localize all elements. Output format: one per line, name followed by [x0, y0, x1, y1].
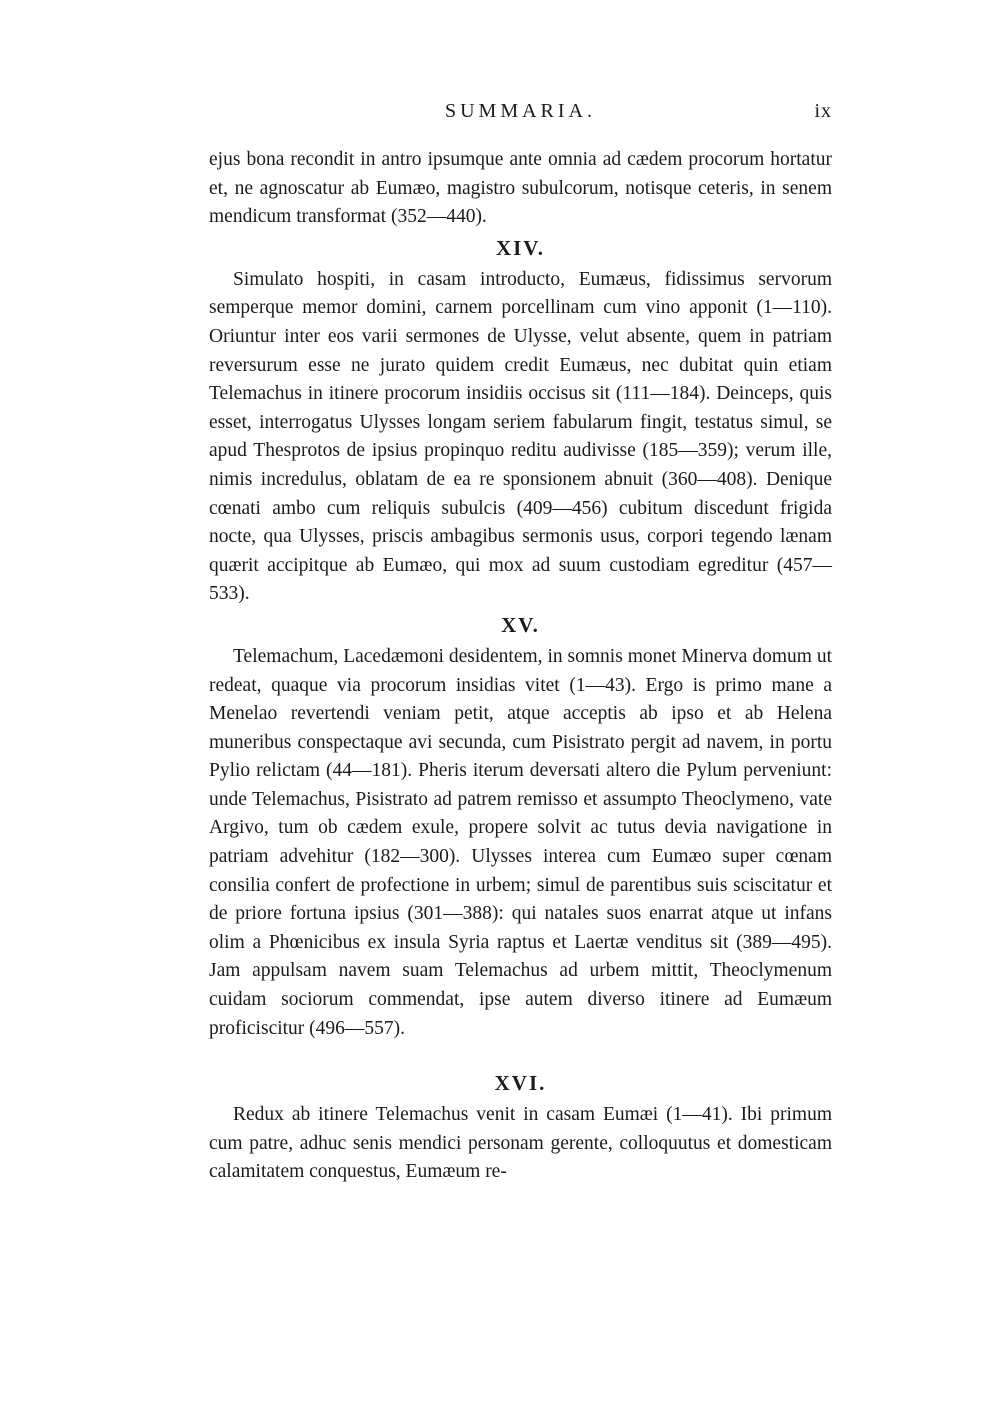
section-paragraph-xv: Telemachum, Lacedæmoni desidentem, in somnis monet Minerva domum ut redeat, quaque via procorum insidias vitet (1—43). Ergo is primo mane a Menelao revertendi veniam petit, atque acceptis ab ipso et ab Helena muneribus conspectaque avi secunda, cum Pisistrato pergit ad navem, in portu Pylio relictam (44—181). Pheris iterum deversati altero die Pylum perveniunt: unde Telemachus, Pisistrato ad patrem remisso et assumpto Theoclymeno, vate Argivo, tum ob cædem exule, propere solvit ac tutus devia navigatione in patriam advehitur (182—300). Ulysses interea cum Eumæo super cœnam consilia confert de profectione in urbem; simul de parentibus suis sciscitatur et de priore fortuna ipsius (301—388): qui natales suos enarrat atque ut infans olim a Phœnicibus ex insula Syria raptus et Laertæ venditus sit (389—495). Jam appulsam navem suam Telemachus ad urbem mittit, Theoclymenum cuidam sociorum commendat, ipse autem diverso itinere ad Eumæum proficiscitur (496—557). [209, 645, 832, 1039]
section-heading-xvi: XVI. [494, 1071, 547, 1096]
text-block [209, 146, 832, 1187]
section-heading-xv: XV. [501, 612, 540, 637]
running-title: SUMMARIA. [444, 100, 597, 122]
section-paragraph-xiv: Simulato hospiti, in casam introducto, Eumæus, fidissimus servorum semperque memor domini, carnem porcellinam cum vino apponit (1—110). Oriuntur inter eos varii sermones de Ulysse, velut absente, quem in patriam reversurum esse ne jurato quidem credit Eumæus, nec dubitat quin etiam Telemachus in itinere procorum insidiis occisus sit (111—184). Deinceps, quis esset, interrogatus Ulysses longam seriem fabularum fingit, testatus simul, se apud Thesprotos de ipsius propinquo reditu audivisse (185—359); verum ille, nimis incredulus, oblatam de ea re sponsionem abnuit (360—408). Denique cœnati ambo cum reliquis subulcis (409—456) cubitum discedunt frigida nocte, qua Ulysses, priscis ambagibus sermonis usus, corpori tegendo lænam quærit accipitque ab Eumæo, qui mox ad suum custodiam egreditur (457—533). [209, 268, 832, 605]
section-heading-xiv: XIV. [495, 235, 546, 260]
page-number: ix [814, 100, 832, 122]
section-paragraph-xvi: Redux ab itinere Telemachus venit in casam Eumæi (1—41). Ibi primum cum patre, adhuc senis mendici personam gerente, colloquutus et domesticam calamitatem conquestus, Eumæum re- [209, 1104, 832, 1183]
continuation-paragraph: ejus bona recondit in antro ipsumque ante omnia ad cædem procorum hortatur et, ne agnoscatur ab Eumæo, magistro subulcorum, notisque ceteris, in senem mendicum transformat (352—440). [209, 149, 832, 228]
running-head [209, 100, 832, 130]
